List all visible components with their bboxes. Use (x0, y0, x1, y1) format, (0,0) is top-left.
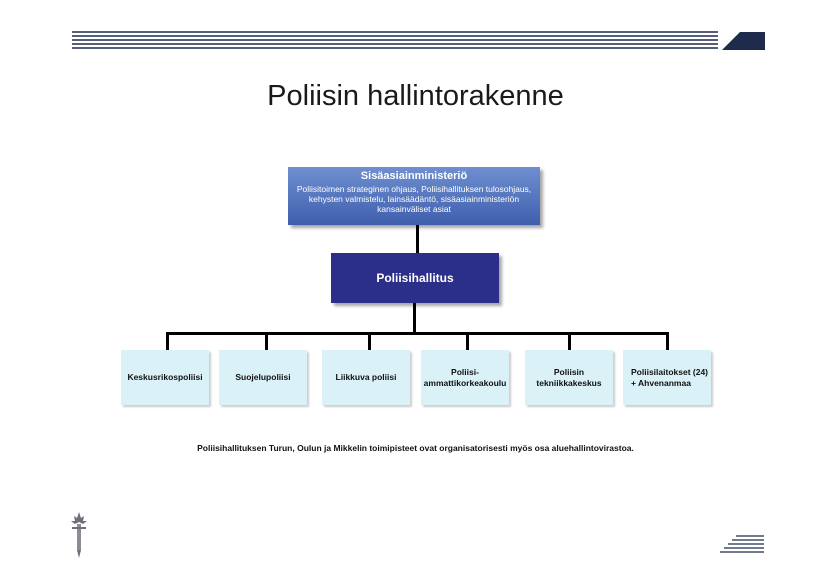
board-box (331, 253, 499, 303)
unit-box (421, 350, 509, 405)
connector-horizontal-bus (166, 332, 669, 335)
unit-box (121, 350, 209, 405)
connector-unit-5 (568, 332, 571, 350)
connector-ministry-board (416, 225, 419, 253)
police-emblem-icon (66, 510, 92, 560)
unit-box (525, 350, 613, 405)
unit-label: Keskusrikospoliisi (127, 372, 203, 382)
header-stripes (70, 30, 770, 54)
unit-label: Poliisilaitokset (24) + Ahvenanmaa (631, 366, 708, 388)
unit-label: Suojelupoliisi (235, 372, 291, 382)
footer-stripes (718, 534, 766, 558)
unit-box (623, 350, 711, 405)
board-label: Poliisihallitus (376, 271, 454, 285)
connector-unit-1 (166, 332, 169, 350)
connector-board-bus (413, 303, 416, 333)
ministry-heading: Sisäasiainministeriö (360, 170, 468, 182)
unit-label: Poliisi- ammattikorkeakoulu (423, 366, 507, 388)
page-title: Poliisin hallintorakenne (267, 80, 564, 112)
unit-box (219, 350, 307, 405)
connector-unit-4 (466, 332, 469, 350)
unit-box (322, 350, 410, 405)
connector-unit-2 (265, 332, 268, 350)
footnote: Poliisihallituksen Turun, Oulun ja Mikkelin toimipisteet ovat organisatorisesti myös osa aluehallintovirastoa. (197, 443, 634, 453)
unit-label: Poliisin tekniikkakeskus (536, 366, 602, 388)
connector-unit-6 (666, 332, 669, 350)
unit-label: Liikkuva poliisi (335, 372, 397, 382)
ministry-box (288, 167, 540, 225)
connector-unit-3 (368, 332, 371, 350)
ministry-description: Poliisitoimen strateginen ohjaus, Poliisihallituksen tulosohjaus, kehysten valmistelu, lainsäädäntö, sisäasiainministeriön kansainväliset asiat (296, 184, 532, 214)
